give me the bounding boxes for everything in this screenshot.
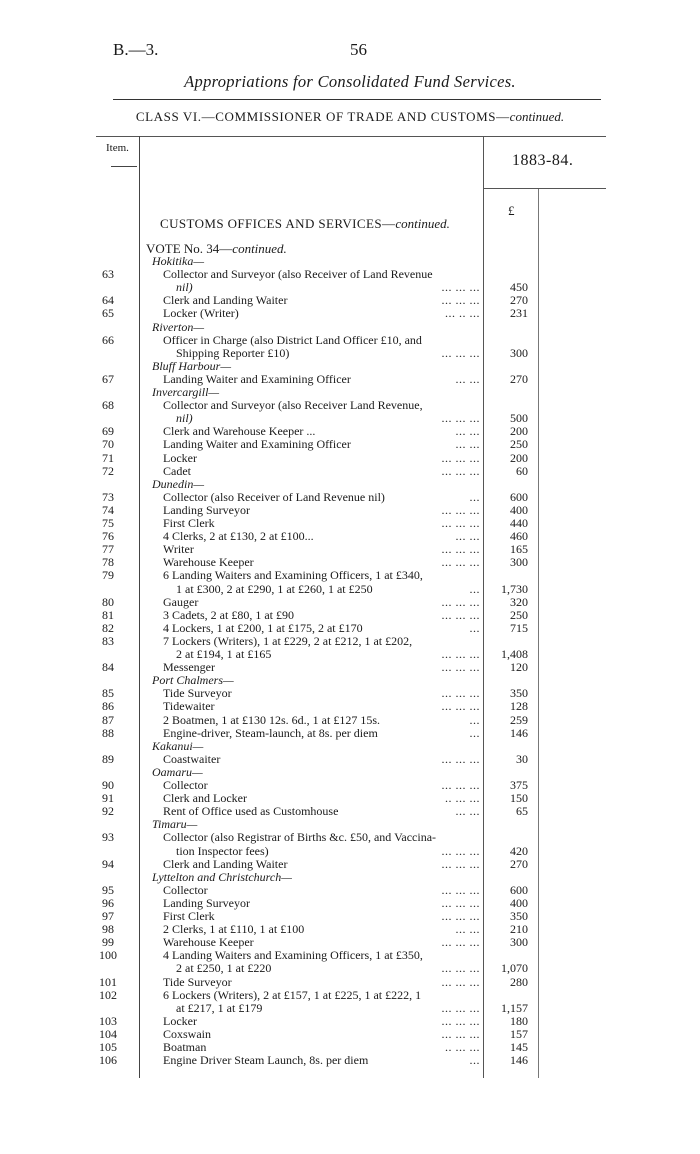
item-number: 98 bbox=[102, 922, 114, 937]
item-number: 86 bbox=[102, 699, 114, 714]
table-top-rule bbox=[96, 136, 606, 137]
dot-leader: ... ... ... bbox=[441, 463, 480, 478]
station-name: Timaru— bbox=[152, 817, 198, 832]
item-number: 104 bbox=[99, 1026, 117, 1041]
table-row bbox=[0, 569, 700, 582]
item-description: 3 Cadets, 2 at £80, 1 at £90 bbox=[163, 607, 294, 622]
document-reference: B.—3. bbox=[113, 40, 159, 59]
item-number: 72 bbox=[102, 463, 114, 478]
amount-value: 210 bbox=[510, 922, 528, 937]
item-number: 106 bbox=[99, 1053, 117, 1068]
item-description: Collector (also Registrar of Births &c. £50, and Vaccina- bbox=[163, 830, 437, 845]
item-number: 94 bbox=[102, 856, 114, 871]
amount-value: 280 bbox=[510, 974, 528, 989]
station-name: Dunedin— bbox=[152, 476, 204, 491]
currency-symbol: £ bbox=[508, 203, 515, 218]
table-row bbox=[0, 962, 700, 975]
amount-value: 400 bbox=[510, 502, 528, 517]
table-row bbox=[0, 268, 700, 281]
table-row bbox=[0, 281, 700, 294]
amount-value: 320 bbox=[510, 594, 528, 609]
item-description: Locker bbox=[163, 450, 197, 465]
amount-value: 120 bbox=[510, 660, 528, 675]
amount-value: 440 bbox=[510, 516, 528, 530]
amount-value: 165 bbox=[510, 542, 528, 557]
table-row bbox=[0, 805, 700, 818]
amount-value: 350 bbox=[510, 686, 528, 701]
table-row bbox=[0, 425, 700, 438]
table-row bbox=[0, 530, 700, 543]
vote-heading-continued: continued. bbox=[232, 241, 287, 256]
item-description: Clerk and Landing Waiter bbox=[163, 293, 288, 308]
header-rule bbox=[113, 99, 601, 100]
table-row bbox=[0, 452, 700, 465]
amount-value: 1,157 bbox=[501, 1000, 528, 1015]
amount-value: 460 bbox=[510, 529, 528, 544]
table-row bbox=[0, 884, 700, 897]
table-row bbox=[0, 517, 700, 530]
dot-leader: ... ... ... bbox=[441, 450, 480, 465]
item-number: 91 bbox=[102, 791, 114, 806]
table-row bbox=[0, 347, 700, 360]
item-description: at £217, 1 at £179 bbox=[176, 1000, 263, 1015]
year-column-header: 1883-84. bbox=[512, 152, 574, 169]
item-description: Clerk and Warehouse Keeper ... bbox=[163, 424, 316, 439]
item-number: 105 bbox=[99, 1040, 117, 1054]
table-row bbox=[0, 1002, 700, 1015]
station-heading-row bbox=[0, 321, 700, 334]
table-row bbox=[0, 976, 700, 989]
dot-leader: ... bbox=[469, 581, 480, 596]
table-row bbox=[0, 831, 700, 844]
class-heading bbox=[0, 109, 700, 125]
amount-value: 300 bbox=[510, 345, 528, 360]
item-description: 4 Clerks, 2 at £130, 2 at £100... bbox=[163, 529, 314, 544]
table-row bbox=[0, 858, 700, 871]
item-description: Rent of Office used as Customhouse bbox=[163, 804, 339, 819]
table-row bbox=[0, 648, 700, 661]
amount-value: 600 bbox=[510, 489, 528, 504]
table-row bbox=[0, 635, 700, 648]
item-number: 82 bbox=[102, 620, 114, 635]
amount-value: 250 bbox=[510, 437, 528, 452]
station-heading-row bbox=[0, 478, 700, 491]
station-heading-row bbox=[0, 766, 700, 779]
item-description: Tidewaiter bbox=[163, 699, 215, 714]
item-description: Engine-driver, Steam-launch, at 8s. per diem bbox=[163, 725, 378, 740]
class-heading-text: CLASS VI.—COMMISSIONER OF TRADE AND CUSTOMS— bbox=[135, 109, 510, 124]
section-title-text: CUSTOMS OFFICES AND SERVICES— bbox=[160, 216, 396, 231]
item-description: Warehouse Keeper bbox=[163, 935, 254, 950]
item-description: Tide Surveyor bbox=[163, 686, 232, 701]
amount-value: 200 bbox=[510, 450, 528, 465]
item-description: First Clerk bbox=[163, 909, 215, 923]
table-row bbox=[0, 583, 700, 596]
amount-value: 259 bbox=[510, 712, 528, 727]
amount-value: 146 bbox=[510, 725, 528, 740]
item-description: First Clerk bbox=[163, 516, 215, 530]
station-name: Lyttelton and Christchurch— bbox=[152, 869, 292, 884]
amount-value: 65 bbox=[516, 804, 528, 819]
item-number: 63 bbox=[102, 267, 114, 282]
item-description: Cadet bbox=[163, 463, 191, 478]
class-heading-continued: continued. bbox=[509, 109, 565, 124]
amount-value: 270 bbox=[510, 293, 528, 308]
dot-leader: ... ... ... bbox=[441, 909, 480, 923]
section-title-continued: continued. bbox=[395, 216, 450, 231]
item-number: 71 bbox=[102, 450, 114, 465]
item-number: 83 bbox=[102, 633, 114, 648]
table-row bbox=[0, 1054, 700, 1067]
table-row bbox=[0, 661, 700, 674]
station-heading-row bbox=[0, 740, 700, 753]
table-row bbox=[0, 438, 700, 451]
dot-leader: ... ... ... bbox=[441, 345, 480, 360]
item-number: 95 bbox=[102, 882, 114, 897]
item-description: 4 Landing Waiters and Examining Officers, 1 at £350, bbox=[163, 948, 423, 963]
dot-leader: ... ... ... bbox=[441, 1026, 480, 1041]
item-description: Tide Surveyor bbox=[163, 974, 232, 989]
table-row bbox=[0, 1028, 700, 1041]
item-number: 101 bbox=[99, 974, 117, 989]
item-description: Collector bbox=[163, 882, 208, 897]
dot-leader: ... bbox=[469, 620, 480, 635]
dot-leader: ... bbox=[469, 489, 480, 504]
dot-leader: ... ... ... bbox=[441, 843, 480, 858]
item-number: 96 bbox=[102, 895, 114, 910]
item-number: 99 bbox=[102, 935, 114, 950]
item-number: 89 bbox=[102, 751, 114, 766]
amount-value: 146 bbox=[510, 1053, 528, 1068]
table-row bbox=[0, 294, 700, 307]
dot-leader: ... ... ... bbox=[441, 1013, 480, 1028]
item-description: 7 Lockers (Writers), 1 at £229, 2 at £212, 1 at £202, bbox=[163, 633, 413, 648]
table-row bbox=[0, 596, 700, 609]
item-description: Landing Waiter and Examining Officer bbox=[163, 371, 351, 386]
item-description: 1 at £300, 2 at £290, 1 at £260, 1 at £250 bbox=[176, 581, 373, 596]
dot-leader: ... ... bbox=[455, 804, 480, 819]
amount-value: 375 bbox=[510, 778, 528, 792]
item-description: Gauger bbox=[163, 594, 199, 609]
amount-value: 420 bbox=[510, 843, 528, 858]
dot-leader: ... ... bbox=[455, 922, 480, 937]
table-row bbox=[0, 504, 700, 517]
dot-leader: ... ... ... bbox=[441, 647, 480, 661]
amount-value: 150 bbox=[510, 791, 528, 806]
dot-leader: ... bbox=[469, 712, 480, 727]
item-number: 69 bbox=[102, 424, 114, 439]
amount-value: 300 bbox=[510, 935, 528, 950]
amount-value: 300 bbox=[510, 555, 528, 570]
item-description: Clerk and Locker bbox=[163, 791, 247, 806]
table-row bbox=[0, 989, 700, 1002]
dot-leader: ... ... ... bbox=[441, 607, 480, 622]
amount-value: 1,070 bbox=[501, 961, 528, 976]
dot-leader: ... ... ... bbox=[441, 856, 480, 871]
dot-leader: ... ... ... bbox=[441, 961, 480, 976]
table-row bbox=[0, 845, 700, 858]
station-heading-row bbox=[0, 674, 700, 687]
item-description: 2 at £250, 1 at £220 bbox=[176, 961, 272, 976]
item-number: 78 bbox=[102, 555, 114, 570]
item-number: 75 bbox=[102, 516, 114, 530]
item-description: Collector and Surveyor (also Receiver of Land Revenue bbox=[163, 267, 433, 282]
item-description: Coxswain bbox=[163, 1026, 211, 1041]
item-description: Warehouse Keeper bbox=[163, 555, 254, 570]
amount-value: 600 bbox=[510, 882, 528, 897]
amount-value: 250 bbox=[510, 607, 528, 622]
table-row bbox=[0, 700, 700, 713]
item-description: Officer in Charge (also District Land Officer £10, and bbox=[163, 332, 422, 347]
amount-value: 145 bbox=[510, 1040, 528, 1054]
table-row bbox=[0, 714, 700, 727]
item-number: 79 bbox=[102, 568, 114, 583]
item-number: 100 bbox=[99, 948, 117, 963]
station-name: Bluff Harbour— bbox=[152, 358, 232, 373]
dot-leader: ... ... ... bbox=[441, 293, 480, 308]
dot-leader: ... ... ... bbox=[441, 895, 480, 910]
item-description: Locker (Writer) bbox=[163, 306, 239, 321]
table-row bbox=[0, 307, 700, 320]
item-description: nil) bbox=[176, 280, 193, 295]
item-description: 2 Boatmen, 1 at £130 12s. 6d., 1 at £127 15s. bbox=[163, 712, 380, 727]
item-description: Shipping Reporter £10) bbox=[176, 345, 290, 360]
table-row bbox=[0, 334, 700, 347]
item-description: tion Inspector fees) bbox=[176, 843, 269, 858]
amount-value: 270 bbox=[510, 856, 528, 871]
table-row bbox=[0, 910, 700, 923]
table-row bbox=[0, 556, 700, 569]
item-description: Engine Driver Steam Launch, 8s. per diem bbox=[163, 1053, 369, 1068]
item-description: Landing Surveyor bbox=[163, 895, 250, 910]
item-number: 84 bbox=[102, 660, 114, 675]
table-row bbox=[0, 779, 700, 792]
item-number: 70 bbox=[102, 437, 114, 452]
page-subtitle: Appropriations for Consolidated Fund Services. bbox=[184, 72, 516, 91]
amount-value: 270 bbox=[510, 371, 528, 386]
dot-leader: ... bbox=[469, 725, 480, 740]
amount-value: 231 bbox=[510, 306, 528, 321]
item-number: 74 bbox=[102, 502, 114, 517]
dot-leader: .. ... ... bbox=[445, 791, 480, 806]
amount-value: 350 bbox=[510, 909, 528, 923]
item-number: 67 bbox=[102, 371, 114, 386]
item-description: 2 Clerks, 1 at £110, 1 at £100 bbox=[163, 922, 305, 937]
item-number: 65 bbox=[102, 306, 114, 321]
item-description: Messenger bbox=[163, 660, 215, 675]
dot-leader: ... ... ... bbox=[441, 882, 480, 897]
item-number: 68 bbox=[102, 398, 114, 413]
table-row bbox=[0, 923, 700, 936]
table-row bbox=[0, 399, 700, 412]
item-number: 90 bbox=[102, 778, 114, 792]
table-row bbox=[0, 687, 700, 700]
item-description: 2 at £194, 1 at £165 bbox=[176, 647, 272, 661]
amount-value: 500 bbox=[510, 411, 528, 426]
station-name: Riverton— bbox=[152, 319, 204, 334]
dot-leader: ... ... ... bbox=[441, 751, 480, 766]
item-number: 92 bbox=[102, 804, 114, 819]
dot-leader: ... ... ... bbox=[441, 594, 480, 609]
station-name: Port Chalmers— bbox=[152, 673, 234, 688]
amount-value: 157 bbox=[510, 1026, 528, 1041]
amount-value: 715 bbox=[510, 620, 528, 635]
dot-leader: ... ... bbox=[455, 437, 480, 452]
station-name: Oamaru— bbox=[152, 764, 203, 779]
amount-value: 1,408 bbox=[501, 647, 528, 661]
amount-value: 128 bbox=[510, 699, 528, 714]
item-number: 81 bbox=[102, 607, 114, 622]
item-description: Collector (also Receiver of Land Revenue nil) bbox=[163, 489, 385, 504]
dot-leader: .. ... ... bbox=[445, 1040, 480, 1054]
dot-leader: ... .. ... bbox=[445, 306, 480, 321]
item-description: Writer bbox=[163, 542, 194, 557]
station-heading-row bbox=[0, 255, 700, 268]
dot-leader: ... ... ... bbox=[441, 516, 480, 530]
station-heading-row bbox=[0, 871, 700, 884]
item-description: 4 Lockers, 1 at £200, 1 at £175, 2 at £170 bbox=[163, 620, 363, 635]
dot-leader: ... ... ... bbox=[441, 411, 480, 426]
item-number: 77 bbox=[102, 542, 114, 557]
station-heading-row bbox=[0, 818, 700, 831]
item-number: 102 bbox=[99, 987, 117, 1002]
amount-value: 60 bbox=[516, 463, 528, 478]
amount-value: 200 bbox=[510, 424, 528, 439]
station-name: Kakanui— bbox=[152, 738, 204, 753]
dot-leader: ... ... ... bbox=[441, 1000, 480, 1015]
table-row bbox=[0, 949, 700, 962]
dot-leader: ... ... ... bbox=[441, 280, 480, 295]
table-row bbox=[0, 412, 700, 425]
table-row bbox=[0, 543, 700, 556]
item-number: 80 bbox=[102, 594, 114, 609]
item-number: 85 bbox=[102, 686, 114, 701]
table-row bbox=[0, 465, 700, 478]
table-row bbox=[0, 373, 700, 386]
dot-leader: ... ... bbox=[455, 424, 480, 439]
dot-leader: ... ... ... bbox=[441, 699, 480, 714]
item-number: 87 bbox=[102, 712, 114, 727]
dot-leader: ... ... ... bbox=[441, 660, 480, 675]
item-number: 66 bbox=[102, 332, 114, 347]
table-row bbox=[0, 1015, 700, 1028]
dot-leader: ... ... ... bbox=[441, 502, 480, 517]
dot-leader: ... ... bbox=[455, 529, 480, 544]
table-row bbox=[0, 1041, 700, 1054]
item-number: 93 bbox=[102, 830, 114, 845]
station-name: Invercargill— bbox=[152, 385, 220, 399]
item-description: nil) bbox=[176, 411, 193, 426]
item-number: 103 bbox=[99, 1013, 117, 1028]
item-description: Boatman bbox=[163, 1040, 207, 1054]
vote-heading-text: VOTE No. 34— bbox=[146, 241, 233, 256]
dot-leader: ... ... ... bbox=[441, 935, 480, 950]
dot-leader: ... ... ... bbox=[441, 778, 480, 792]
page-number: 56 bbox=[350, 40, 367, 59]
item-number: 73 bbox=[102, 489, 114, 504]
table-row bbox=[0, 622, 700, 635]
amount-value: 450 bbox=[510, 280, 528, 295]
table-row bbox=[0, 897, 700, 910]
amount-value: 400 bbox=[510, 895, 528, 910]
table-row bbox=[0, 936, 700, 949]
item-header-rule bbox=[111, 166, 137, 167]
item-number: 64 bbox=[102, 293, 114, 308]
item-number: 88 bbox=[102, 725, 114, 740]
amount-value: 180 bbox=[510, 1013, 528, 1028]
item-description: 6 Lockers (Writers), 2 at £157, 1 at £225, 1 at £222, 1 bbox=[163, 987, 422, 1002]
year-header-rule bbox=[483, 188, 606, 189]
section-title bbox=[160, 216, 450, 232]
amount-value: 1,730 bbox=[501, 581, 528, 596]
table-row bbox=[0, 609, 700, 622]
station-name: Hokitika— bbox=[152, 254, 204, 268]
item-description: Landing Waiter and Examining Officer bbox=[163, 437, 351, 452]
dot-leader: ... ... ... bbox=[441, 974, 480, 989]
table-row bbox=[0, 792, 700, 805]
dot-leader: ... ... bbox=[455, 371, 480, 386]
item-number: 97 bbox=[102, 909, 114, 923]
dot-leader: ... ... ... bbox=[441, 555, 480, 570]
dot-leader: ... ... ... bbox=[441, 542, 480, 557]
item-description: Locker bbox=[163, 1013, 197, 1028]
item-description: Collector bbox=[163, 778, 208, 792]
item-description: Coastwaiter bbox=[163, 751, 221, 766]
dot-leader: ... ... ... bbox=[441, 686, 480, 701]
dot-leader: ... bbox=[469, 1053, 480, 1068]
station-heading-row bbox=[0, 386, 700, 399]
table-row bbox=[0, 727, 700, 740]
station-heading-row bbox=[0, 360, 700, 373]
item-description: Clerk and Landing Waiter bbox=[163, 856, 288, 871]
item-description: 6 Landing Waiters and Examining Officers, 1 at £340, bbox=[163, 568, 423, 583]
amount-value: 30 bbox=[516, 751, 528, 766]
item-description: Collector and Surveyor (also Receiver Land Revenue, bbox=[163, 398, 423, 413]
table-row bbox=[0, 491, 700, 504]
table-row bbox=[0, 753, 700, 766]
item-description: Landing Surveyor bbox=[163, 502, 250, 517]
item-column-header: Item. bbox=[106, 142, 129, 154]
item-number: 76 bbox=[102, 529, 114, 544]
